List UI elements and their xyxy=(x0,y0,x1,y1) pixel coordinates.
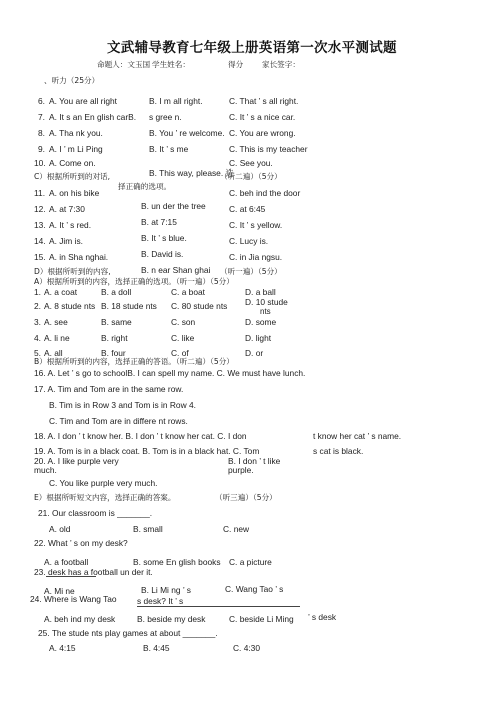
option-c: C. This is my teacher xyxy=(229,144,308,154)
author-label: 命题人：文玉国 xyxy=(97,60,151,69)
question-24: 24. Where is Wang Tao xyxy=(30,594,117,604)
option-c: C. a picture xyxy=(229,557,272,567)
option-c: C. at 6:45 xyxy=(229,204,266,214)
question-number: 10. xyxy=(34,158,46,168)
question-number: 7. xyxy=(38,112,45,122)
question-17-b: B. Tim is in Row 3 and Tom is in Row 4. xyxy=(49,400,196,410)
question-20-c: C. You like purple very much. xyxy=(49,478,158,488)
option-a: A. Jim is. xyxy=(49,236,83,246)
parent-signature-label: 家长签字： xyxy=(262,60,300,69)
option-b: B. It ’ s blue. xyxy=(141,233,187,243)
option-b: B. It ’ s me xyxy=(149,144,189,154)
listen-count: （听一遍）（5分） xyxy=(220,267,282,276)
option-b: s gree n. xyxy=(149,112,182,122)
option-c: C. You are wrong. xyxy=(229,128,296,138)
option-c: C. new xyxy=(223,524,250,534)
question-20-a-continued: much. xyxy=(34,465,57,475)
option-b: B. n ear Shan ghai xyxy=(141,265,211,275)
question-20-b: B. I don ’ t like xyxy=(228,456,281,466)
option-c-continued: ’ s desk xyxy=(308,612,337,622)
question-number: 13. xyxy=(34,220,46,230)
option-d-continued: nts xyxy=(260,307,271,316)
option-b: B. beside my desk xyxy=(137,614,206,624)
question-number: 8. xyxy=(38,128,45,138)
score-label: 得分 xyxy=(228,60,244,69)
question-17-c: C. Tim and Tom are in differe nt rows. xyxy=(49,416,188,426)
question-number: 12. xyxy=(34,204,46,214)
option-a: A. It s an En glish carB. xyxy=(49,112,137,122)
page-title: 文武辅导教育七年级上册英语第一次水平测试题 xyxy=(107,40,397,56)
section-heading: 、听力（25分） xyxy=(44,76,100,85)
option-a: A. Come on. xyxy=(49,158,96,168)
option-c: C. beside Li Ming xyxy=(229,614,294,624)
option-c: C. of xyxy=(171,348,189,358)
section-instruction: 择正确的选项。 xyxy=(118,182,172,191)
option-c: C. in Jia ngsu. xyxy=(229,252,283,262)
option-d: D. a ball xyxy=(245,287,276,297)
option-c: C. See you. xyxy=(229,158,273,168)
listen-count: （听三遍）（5分） xyxy=(215,493,277,502)
option-a: A. at 7:30 xyxy=(49,204,85,214)
question-19: 19. A. Tom is in a black coat. B. Tom is in a black hat. C. Tom xyxy=(34,446,260,456)
option-b: B. 4:45 xyxy=(143,643,170,653)
question-25: 25. The stude nts play games at about _______. xyxy=(38,628,218,638)
option-a: A. 4:15 xyxy=(49,643,76,653)
question-20-b-continued: purple. xyxy=(228,465,254,475)
option-b: B. some En glish books xyxy=(133,557,221,567)
option-c: C. a boat xyxy=(171,287,205,297)
question-number: 2. xyxy=(34,301,41,311)
option-a: A. 8 stude nts xyxy=(44,301,96,311)
option-c: C. son xyxy=(171,317,196,327)
option-b: B. I m all right. xyxy=(149,96,203,106)
option-a: A. li ne xyxy=(44,333,70,343)
option-c: C. It ’ s a nice car. xyxy=(229,112,296,122)
option-c: C. beh ind the door xyxy=(229,188,301,198)
option-b: B. 18 stude nts xyxy=(101,301,157,311)
option-c: C. Lucy is. xyxy=(229,236,269,246)
option-b: B. a doll xyxy=(101,287,132,297)
option-c: C. Wang Tao ’ s xyxy=(225,584,284,594)
option-b: B. same xyxy=(101,317,132,327)
option-a: A. You are all right xyxy=(49,96,117,106)
option-d: D. some xyxy=(245,317,277,327)
question-21: 21. Our classroom is _______. xyxy=(38,508,153,518)
question-number: 9. xyxy=(38,144,45,154)
question-number: 6. xyxy=(38,96,45,106)
question-22: 22. What ’ s on my desk? xyxy=(34,538,128,548)
option-c: C. 4:30 xyxy=(233,643,261,653)
question-number: 15. xyxy=(34,252,46,262)
option-b: B. four xyxy=(101,348,126,358)
question-23: 23. desk has a football un der it. xyxy=(34,567,153,577)
question-number: 1. xyxy=(34,287,41,297)
question-number: 11. xyxy=(34,188,46,198)
option-a: A. I ’ m Li Ping xyxy=(49,144,103,154)
section-heading: D）根据所听到的内容, xyxy=(34,267,111,276)
option-c: C. It ’ s yellow. xyxy=(229,220,283,230)
option-c: C. That ’ s all right. xyxy=(229,96,299,106)
question-24-continued: s desk? It ’ s xyxy=(137,596,184,606)
option-a: A. Mi ne xyxy=(44,586,75,596)
option-c: C. 80 stude nts xyxy=(171,301,228,311)
option-b: B. small xyxy=(133,524,163,534)
student-name-label: 学生姓名： xyxy=(152,60,190,69)
option-b: B. right xyxy=(101,333,128,343)
option-b: B. David is. xyxy=(141,249,184,259)
question-16: 16. A. Let ’ s go to schoolB. I can spell my name. C. We must have lunch. xyxy=(34,368,306,378)
option-b: B. You ’ re welcome. xyxy=(149,128,225,138)
section-subheading: A）根据所听到的内容，选择正确的选项。（听一遍）（5分） xyxy=(34,277,234,286)
question-number: 4. xyxy=(34,333,41,343)
listen-count: （听二遍）（5分） xyxy=(220,172,282,181)
question-number: 14. xyxy=(34,236,46,246)
question-number: 5. xyxy=(34,348,41,358)
option-d: D. light xyxy=(245,333,272,343)
option-a: A. a coat xyxy=(44,287,78,297)
section-heading: B）根据所听到的内容，选择正确的答语。（听二遍）（5分） xyxy=(34,357,234,366)
option-b: B. at 7:15 xyxy=(141,217,177,227)
option-a: A. Tha nk you. xyxy=(49,128,103,138)
option-a: A. all xyxy=(44,348,63,358)
option-d: D. 10 stude xyxy=(245,297,288,307)
option-b: B. This way, please. 选 xyxy=(149,168,234,178)
option-a: A. in Sha nghai. xyxy=(49,252,109,262)
option-b: B. Li Mi ng ’ s xyxy=(141,585,191,595)
question-18-continued: t know her cat ’ s name. xyxy=(313,431,402,441)
question-17-a: 17. A. Tim and Tom are in the same row. xyxy=(34,384,184,394)
option-a: A. old xyxy=(49,524,71,534)
question-19-continued: s cat is black. xyxy=(313,446,364,456)
section-heading: E）根据所听短文内容，选择正确的答案。 xyxy=(34,493,176,502)
answer-blank xyxy=(137,606,300,607)
option-c: C. like xyxy=(171,333,195,343)
option-a: A. see xyxy=(44,317,68,327)
option-a: A. It ’ s red. xyxy=(49,220,92,230)
option-a: A. on his bike xyxy=(49,188,100,198)
answer-blank xyxy=(46,576,96,577)
question-20-a: 20. A. I like purple very xyxy=(34,456,119,466)
option-d: D. or xyxy=(245,348,264,358)
section-heading: C）根据所听到的对话, xyxy=(34,172,111,181)
option-a: A. beh ind my desk xyxy=(44,614,116,624)
question-number: 3. xyxy=(34,317,41,327)
question-18: 18. A. I don ’ t know her. B. I don ’ t know her cat. C. I don xyxy=(34,431,247,441)
option-a: A. a football xyxy=(44,557,89,567)
option-b: B. un der the tree xyxy=(141,201,206,211)
